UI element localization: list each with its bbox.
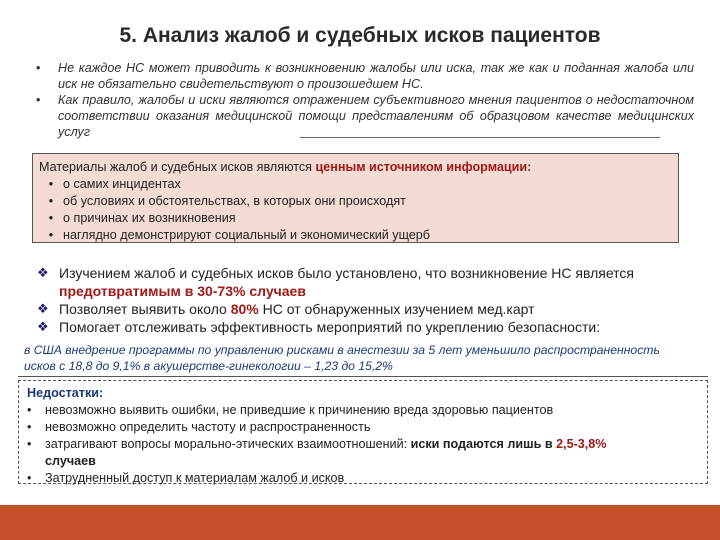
finding-3-text: Помогает отслеживать эффективность мероприятий по укреплению безопасности: (59, 319, 601, 335)
finding-item (37, 300, 687, 318)
list-item (27, 470, 699, 487)
list-item (27, 436, 699, 470)
sources-box (32, 153, 679, 243)
bullet-dot-icon: • (48, 177, 54, 191)
bullet-dot-icon: • (27, 420, 32, 434)
footer-bar (0, 505, 720, 540)
bullet-dot-icon: • (27, 403, 32, 417)
sources-lead (39, 159, 672, 176)
drawback-3-tail: случаев (45, 454, 96, 468)
findings-list (37, 264, 687, 336)
bullet-dot-icon: • (48, 194, 54, 208)
list-item-text (45, 436, 606, 470)
list-item-text: о самих инцидентах (63, 177, 181, 191)
bullet-dot-icon: • (48, 228, 54, 242)
bullet-dot-icon: • (27, 471, 32, 485)
list-item (27, 419, 699, 436)
list-item-text: невозможно выявить ошибки, не приведшие к причинению вреда здоровью пациентов (45, 403, 554, 417)
sources-lead-text: Материалы жалоб и судебных исков являются (39, 160, 316, 174)
bullet-dot-icon: • (27, 437, 32, 451)
usa-note: в США внедрение программы по управлению рисками в анестезии за 5 лет уменьшило распространенность исков с 18,8 до 9,1% в акушерстве-гинекологии – 1,23 до 15,2% (24, 343, 660, 373)
intro-bullet-text: Как правило, жалобы и иски являются отражением субъективного мнения пациентов о недостаточном соответствии оказания медицинской помощи представлениям об образцовом качестве медицинских услуг (58, 93, 694, 139)
divider (300, 137, 660, 138)
finding-item (37, 318, 687, 336)
list-item-text: Затрудненный доступ к материалам жалоб и исков (45, 471, 345, 485)
sources-lead-highlight: ценным источником информации: (315, 160, 532, 174)
finding-1-highlight: предотвратимым в 30-73% случаев (59, 283, 306, 299)
list-item (39, 227, 672, 244)
bullet-dot-icon: • (48, 211, 54, 225)
finding-text (59, 300, 535, 318)
page-title: 5. Анализ жалоб и судебных исков пациентов (119, 24, 601, 47)
drawback-3-percent: 2,5-3,8% (556, 437, 607, 451)
diamond-bullet-icon: ❖ (37, 319, 49, 334)
finding-2-post: НС от обнаруженных изучением мед.карт (258, 301, 535, 317)
drawback-3-bold: иски подаются лишь в (410, 437, 557, 451)
list-item-text: наглядно демонстрируют социальный и экономический ущерб (63, 228, 431, 242)
list-item-text: о причинах их возникновения (63, 211, 236, 225)
list-item-text: невозможно определить частоту и распространенность (45, 420, 371, 434)
list-item (39, 193, 672, 210)
bullet-dot-icon: • (36, 61, 41, 75)
divider (18, 376, 708, 377)
finding-2-pre: Позволяет выявить около (59, 301, 231, 317)
list-item-text: об условиях и обстоятельствах, в которых они происходят (63, 194, 406, 208)
list-item (39, 210, 672, 227)
finding-1-text: Изучением жалоб и судебных исков было установлено, что возникновение НС является (59, 265, 634, 281)
finding-item (37, 264, 687, 300)
finding-text (59, 264, 687, 300)
diamond-bullet-icon: ❖ (37, 265, 49, 280)
list-item (39, 176, 672, 193)
drawback-3-pre: затрагивают вопросы морально-этических взаимоотношений: (45, 437, 411, 451)
intro-bullets (36, 60, 694, 140)
diamond-bullet-icon: ❖ (37, 301, 49, 316)
bullet-dot-icon: • (36, 93, 41, 107)
intro-bullet (36, 92, 694, 140)
drawbacks-heading: Недостатки: (27, 386, 104, 400)
list-item (27, 402, 699, 419)
drawbacks-box (18, 380, 708, 484)
intro-bullet-text: Не каждое НС может приводить к возникновению жалобы или иска, так же как и поданная жалоба или иск не обязательно свидетельствуют о произошедшем НС. (58, 61, 694, 91)
finding-2-highlight: 80% (230, 301, 259, 317)
intro-bullet (36, 60, 694, 92)
